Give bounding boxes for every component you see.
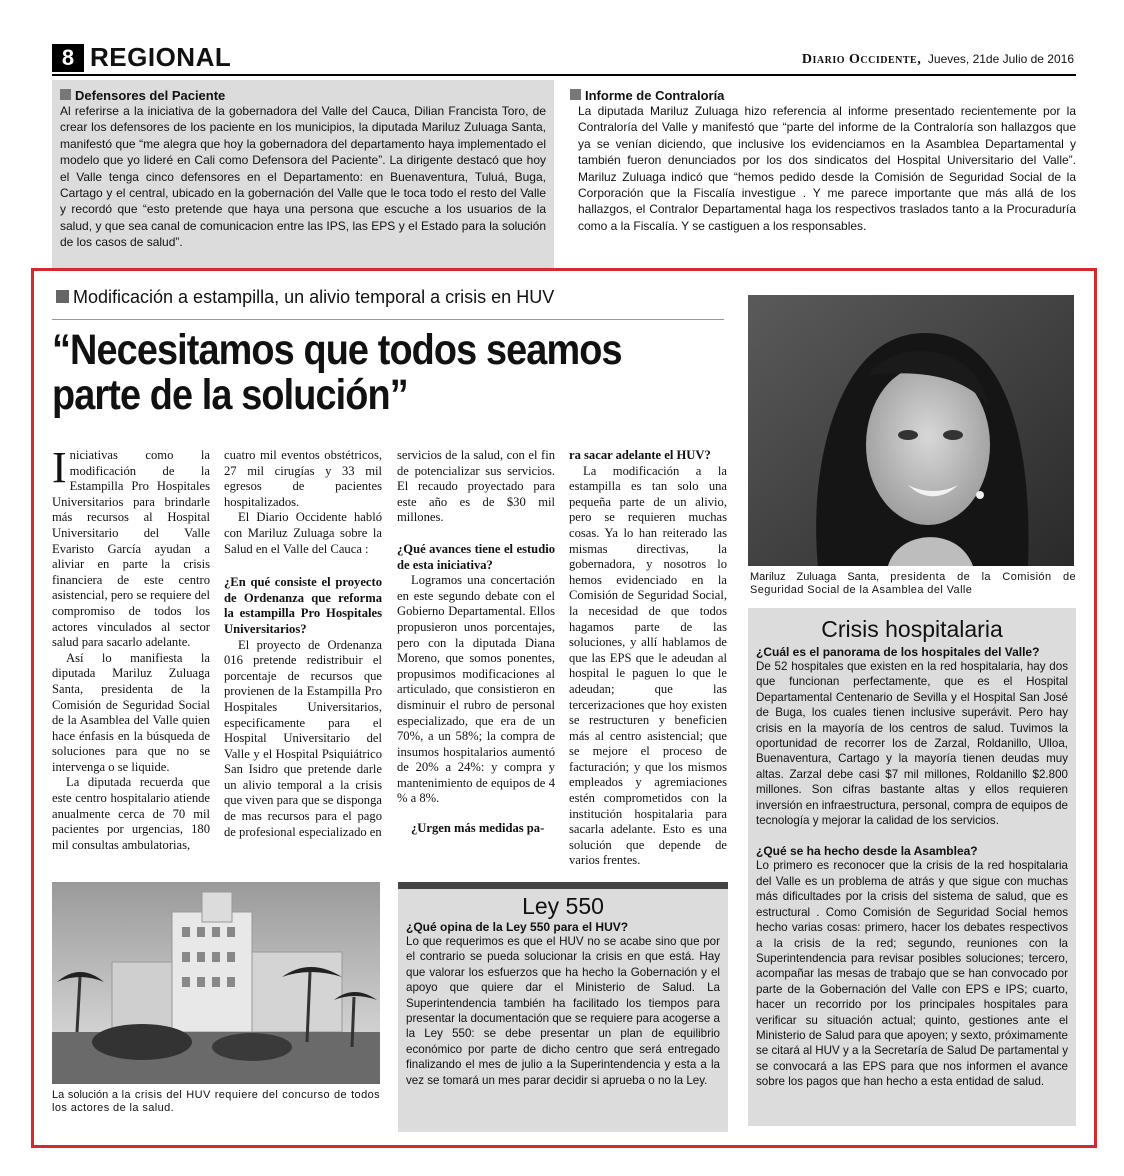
building-caption (52, 1089, 380, 1115)
box-contraloria (570, 88, 1076, 234)
article-column-2 (224, 448, 382, 840)
col2-paragraph: El proyecto de Ordenanza 016 pretende redistribuir el porcentaje de recursos que provienen de la Estampilla Pro Hospitales Universitarios, especificamente para el Hospital Universitario del Valle y el Hospital Psiquiátrico San Isidro que pretende darle un alivio temporal a la crisis que viven para que se disponga de mas recursos para el pago de profesional especializado en (224, 637, 382, 839)
box-ley-550 (398, 882, 728, 1132)
article-column-4 (569, 448, 727, 869)
crisis-question: ¿Qué se ha hecho desde la Asamblea? (756, 844, 978, 859)
newspaper-name: Diario Occidente, (801, 52, 922, 67)
col1-paragraph: niciativas como la modificación de la Estampilla Pro Hospitales Universitarios para brindarle más recursos al Hospital Universitario del Valle Evaristo García ayudan a aliviar en parte la crisis financiera de este centro asistencial, pero se requiere del compromiso de todos los actores vinculados al sector salud para sacarlo adelante. (52, 448, 210, 650)
portrait-caption-text: presidenta de la Comisión de Seguridad Social de la Asamblea del Valle (750, 571, 1076, 596)
bullet-square-icon (570, 89, 581, 100)
portrait-caption-name: Mariluz Zuluaga Santa, (750, 571, 880, 583)
issue-date: Jueves, 21de Julio de 2016 (927, 52, 1074, 66)
ley550-answer: Lo que requerimos es que el HUV no se acabe sino que por el contrario se pueda solucionar la crisis en que está. Hay que valorar los esfuerzos que ha hecho la Gobernación y el apoyo que quiere dar el Ministerio de Salud. La Superintendencia también ha facilitado los tiempos para presentar la documentación que se requiere para acogerse a la Ley 550: se debe presentar un plan de equilibrio económico por parte de dicho centro que será entregado finalizando el mes de julio a la Superintendencia y esta a la vez se tomará un mes parar decidir si aprueba o no la Ley. (406, 935, 720, 1087)
col3-paragraph: servicios de la salud, con el fin de potencializar sus servicios. El recaudo proyectado para este año es de $30 mil millones. (397, 448, 555, 525)
col3-question: ¿Qué avances tiene el estudio de esta iniciativa? (397, 541, 555, 572)
ley550-title: Ley 550 (522, 893, 604, 919)
col4-paragraph: La modificación a la estampilla es tan solo una pequeña parte de un alivio, pero se requieren muchas cosas. Ya lo han reiterado las mismas directivas, la gobernadora, y nosotros lo hemos evidenciado en la Comisión de Seguridad Social, la necesidad de que todos hagamos parte de las soluciones, y allí hablamos de que las EPS que le adeudan al hospital le paguen lo que le adeudan; que las tercerizaciones que hoy existen se restructuren y beneficien más al centro asistencial; que se mejore el proceso de facturación; y que los mismos empleados y agremiaciones estén comprometidos con la institución hospitalaria para sacarla adelante. Esto es una solución que depende de varios frentes. (569, 463, 727, 868)
kicker-rule (52, 319, 724, 320)
col4-question: ra sacar adelante el HUV? (569, 448, 711, 462)
box-defensores (52, 80, 554, 270)
kicker-text: Modificación a estampilla, un alivio temporal a crisis en HUV (73, 287, 555, 307)
crisis-answer: Lo primero es reconocer que la crisis de la red hospitalaria del Valle es un problema de atrás y que sigue con muchas más dificultades por la crisis del sistema de salud, que es estructural . Como Comisión de Seguridad Social hemos hecho varias cosas: primero, hacer los debates respectivos a la crisis de la red; segundo, reuniones con la Superintendencia para revisar posibles soluciones; tercero, acompañar las mesas de trabajo que se han convocado por parte de la Gobernación del Valle con EPS e IPS; cuarto, hacer un recorrido por los principales hospitales para verificar su situación actual; quinto, gestiones ante el Ministerio de Salud para que apoyen; y sexto, próximamente se citará al HUV y a la Secretaría de Salud De partamental y se convocará a las EPS para que nos informen el avance sobre los pagos que han hecho a esta entidad de salud. (756, 859, 1068, 1089)
building-caption-lead: La solución a (52, 1089, 118, 1101)
col2-question: ¿En qué consiste el proyecto de Ordenanza que reforma la estampilla Pro Hospitales Universitarios? (224, 575, 382, 636)
masthead (802, 52, 1074, 68)
col2-paragraph: cuatro mil eventos obstétricos, 27 mil cirugías y 33 mil egresos de pacientes hospitalizados. (224, 448, 382, 509)
box-contraloria-body: La diputada Mariluz Zuluaga hizo referencia al informe presentado recientemente por la Contraloría del Valle y manifestó que “parte del informe de la Contraloría son hallazgos que ya se venían diciendo, que inclusive los evidenciamos en la Asamblea Departamental y también fueron denunciados por los dos sindicatos del Hospital Universitario del Valle”. Mariluz Zuluaga indicó que “hemos pedido desde la Comisión de Seguridad Social de la Corporación que la Fiscalía investigue . Y me parece importante que más allá de los hallazgos, el Contralor Departamental haga los respectivos traslados tanto a la Procuraduría como a la Fiscalía. Y se castiguen a los responsables. (578, 104, 1076, 233)
ley550-question: ¿Qué opina de la Ley 550 para el HUV? (406, 920, 629, 934)
page-number: 8 (52, 44, 84, 72)
box-crisis-hospitalaria (748, 608, 1076, 1126)
article-column-1 (52, 443, 210, 853)
article-headline: “Necesitamos que todos seamos parte de la solución” (52, 326, 622, 419)
section-title: REGIONAL (90, 42, 232, 72)
building-photo (52, 882, 380, 1084)
portrait-image (748, 295, 1074, 566)
box-defensores-body: Al referirse a la iniciativa de la gobernadora del Valle del Cauca, Dilian Francista Toro, de crear los defensores de los paciente en los municipios, la diputada Mariluz Zuluaga Santa, manifestó que “me alegra que hoy la gobernadora del departamento haya implementado el modelo que yo lideré en Cali como Defensora del Paciente”. La dirigente destacó que hoy el Valle tenga cinco defensores en el Departamento: en Buenaventura, Tuluá, Buga, Cartago y el central, ubicado en la gobernación del Valle que le toca todo el resto del Valle y recordó que “esto pretende que haya una persona que escuche a los usuarios de la salud, y que sea canal de comunicacion entre las IPS, las EPS y el Estado para la solución de los casos de salud”. (60, 104, 546, 250)
col3-paragraph: Logramos una concertación en este segundo debate con el Gobierno Departamental. Ellos propusieron unos porcentajes, pero con la diputada Diana Moreno, que somos ponentes, propusimos modificaciones al articulado, que consistieron en disminuir el rubro de personal especializado, que era de un 70%, a un 58%; la compra de insumos hospitalarios aumentó de 20% a 24%: y compra y mantenimiento de equipos de 4 % a 8%. (397, 573, 555, 806)
crisis-title: Crisis hospitalaria (821, 616, 1003, 642)
article-column-3 (397, 448, 555, 837)
portrait-photo (748, 295, 1074, 566)
col3-question: ¿Urgen más medidas pa- (411, 821, 545, 836)
building-image (52, 882, 380, 1084)
col1-paragraph: Así lo manifiesta la diputada Mariluz Zuluaga Santa, presidenta de la Comisión de Seguridad Social de la Asamblea del Valle quien hace énfasis en la búsqueda de soluciones para que no se intervenga o se liquide. (52, 650, 210, 774)
header-rule (52, 74, 1076, 76)
box-contraloria-title: Informe de Contraloría (585, 88, 725, 103)
building-caption-text: la crisis del HUV requiere del concurso de todos los actores de la salud. (52, 1089, 380, 1114)
col1-paragraph: La diputada recuerda que este centro hospitalario atiende anualmente cerca de 70 mil pacientes por urgencias, 180 mil consultas ambulatorias, (52, 775, 210, 852)
drop-cap: I (52, 443, 67, 492)
portrait-caption (750, 571, 1076, 597)
box-ley-550-topbar (398, 882, 728, 889)
article-kicker (56, 287, 554, 308)
col2-paragraph: El Diario Occidente habló con Mariluz Zuluaga sobre la Salud en el Valle del Cauca : (224, 510, 382, 556)
bullet-square-icon (60, 89, 71, 100)
bullet-square-icon (56, 290, 69, 303)
box-defensores-title: Defensores del Paciente (75, 88, 226, 103)
crisis-question: ¿Cuál es el panorama de los hospitales del Valle? (756, 645, 1040, 659)
crisis-answer: De 52 hospitales que existen en la red hospitalaria, hay dos que funcionan perfectamente, que es el Hospital Departamental Centenario de Sevilla y el Hospital San José de Buga, los cuales tienen inclusive superávit. Pero hay crisis en la mayoría de los centros de salud. Tuvimos la oportunidad de recorrer los de Zarzal, Roldanillo, Ulloa, Buenaventura, Cartago y la mayoría tienen deudas muy altas. Zarzal debe casi $7 mil millones, Roldanillo $2.800 millones. Son cifras bastante altas y ellos requieren inversión en infraestructura, personal, compra de equipos de tecnología y mejorar la calidad de los servicios. (756, 660, 1068, 828)
